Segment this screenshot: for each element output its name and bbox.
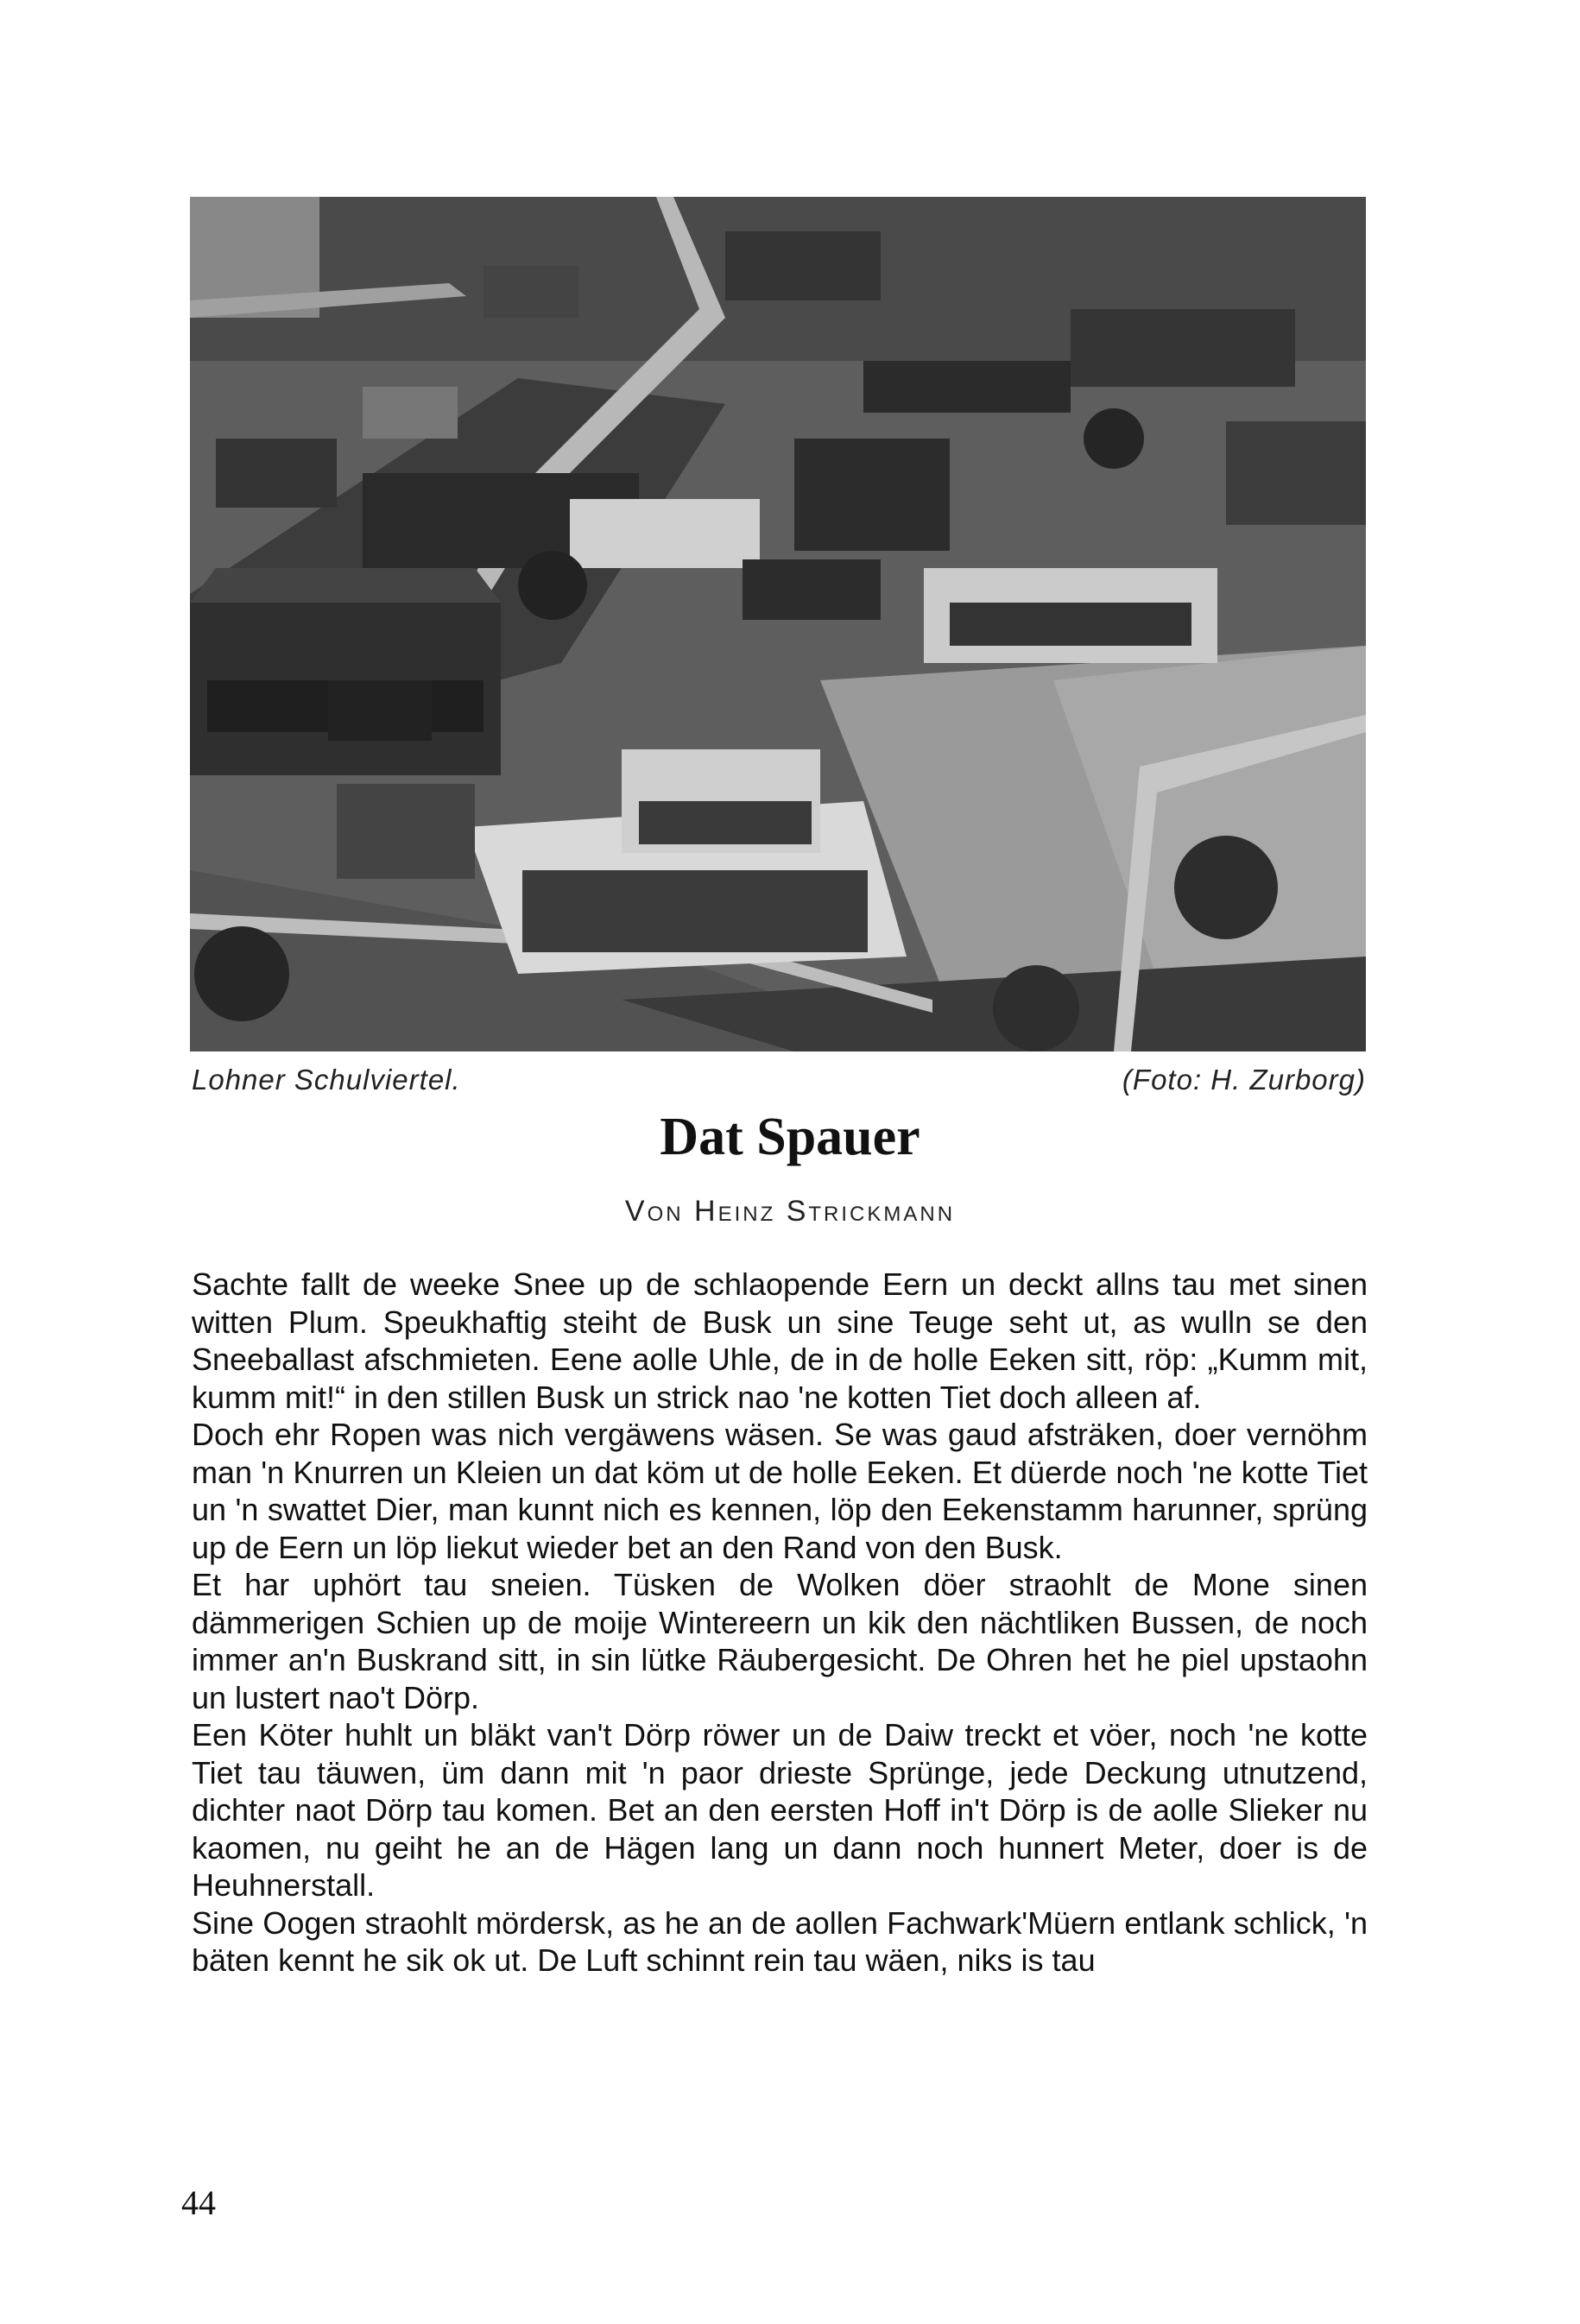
photo-credit: (Foto: H. Zurborg) — [1122, 1064, 1366, 1096]
aerial-photograph — [190, 197, 1366, 1051]
paragraph: Sachte fallt de weeke Snee up de schlaopende Eern un deckt allns tau met sinen witten Plum. Speukhaftig steiht de Busk un sine Teuge seht ut, as wulln se den Sneeballast afschmieten. Eene aolle Uhle, de in de holle Eeken sitt, röp: „Kumm mit, kumm mit!“ in den stillen Busk un strick nao 'ne kotten Tiet doch alleen af. — [192, 1266, 1368, 1415]
paragraph: Et har uphört tau sneien. Tüsken de Wolken döer straohlt de Mone sinen dämmerigen Schien up de moije Wintereern un kik den nächtliken Bussen, de noch immer an'n Buskrand sitt, in sin lütke Räubergesicht. De Ohren het he piel upstaohn un lustert nao't Dörp. — [192, 1567, 1368, 1715]
article-byline: Von Heinz Strickmann — [624, 1195, 956, 1228]
article-title: Dat Spauer — [660, 1108, 920, 1166]
paragraph: Doch ehr Ropen was nich vergäwens wäsen. Se was gaud afsträken, doer vernöhm man 'n Knurren un Kleien un dat köm ut de holle Eeken. Et düerde noch 'ne kotte Tiet un 'n swattet Dier, man kunnt nich es kennen, löp den Eekenstamm harunner, sprüng up de Eern un löp liekut wieder bet an den Rand von den Busk. — [192, 1417, 1368, 1565]
photo-caption: Lohner Schulviertel. — [192, 1064, 461, 1096]
paragraph: Een Köter huhlt un bläkt van't Dörp röwer un de Daiw treckt et vöer, noch 'ne kotte Tiet tau täuwen, üm dann mit 'n paor drieste Sprünge, jede Deckung utnutzend, dichter naot Dörp tau komen. Bet an den eersten Hoff in't Dörp is de aolle Slieker nu kaomen, nu geiht he an de Hägen lang un dann noch hunnert Meter, doer is de Heuhnerstall. — [192, 1717, 1368, 1903]
article-body — [192, 1266, 1368, 1980]
page-number: 44 — [181, 2183, 216, 2222]
paragraph: Sine Oogen straohlt mördersk, as he an de aollen Fachwark'Müern entlank schlick, 'n bäten kennt he sik ok ut. De Luft schinnt rein tau wäen, niks is tau — [192, 1904, 1368, 1978]
